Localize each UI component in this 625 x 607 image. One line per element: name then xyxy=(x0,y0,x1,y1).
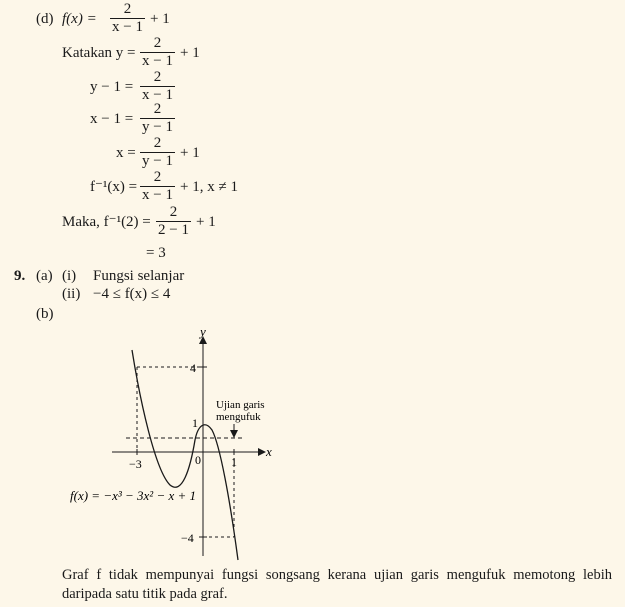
numerator: 2 xyxy=(123,1,132,17)
part-a-label: (a) xyxy=(36,268,53,284)
answer: = 3 xyxy=(146,245,166,261)
annotation-line-1: Ujian garis xyxy=(216,399,265,411)
cubic-curve xyxy=(132,350,238,560)
part-b-label: (b) xyxy=(36,306,54,322)
step2-lhs: y − 1 = xyxy=(90,79,134,95)
x-axis-label: x xyxy=(266,444,272,459)
tick-label-neg4: −4 xyxy=(181,531,194,545)
step4-lhs: x = xyxy=(116,145,136,161)
tick-label-4: 4 xyxy=(190,361,196,375)
question-number: 9. xyxy=(14,268,26,284)
part-i-label: (i) xyxy=(62,268,77,284)
part-d-label: (d) xyxy=(36,11,54,27)
function-label: f(x) = −x³ − 3x² − x + 1 xyxy=(70,488,197,503)
fraction-d-6: 2 x − 1 xyxy=(142,169,173,203)
tick-label-1: 1 xyxy=(192,416,198,430)
plus-one: + 1 xyxy=(196,214,216,230)
fraction-d-1 xyxy=(110,2,145,35)
katakan-lhs: Katakan y = xyxy=(62,45,136,61)
annotation-line-2: mengufuk xyxy=(216,411,261,423)
fraction-d-2: 2 x − 1 xyxy=(142,35,173,69)
step3-lhs: x − 1 = xyxy=(90,111,134,127)
plus-one: + 1 xyxy=(150,11,170,27)
finv-lhs: f⁻¹(x) = xyxy=(90,179,138,195)
origin-label: 0 xyxy=(195,453,201,467)
fraction-d-5: 2 y − 1 xyxy=(142,135,173,169)
maka-lhs: Maka, f⁻¹(2) = xyxy=(62,214,151,230)
plus-one: + 1 xyxy=(180,145,200,161)
denominator: x − 1 xyxy=(112,19,143,35)
finv-condition: + 1, x ≠ 1 xyxy=(180,179,238,195)
fraction-d-7: 2 2 − 1 xyxy=(158,204,189,238)
part-ii-text: −4 ≤ f(x) ≤ 4 xyxy=(93,286,171,302)
part-i-text: Fungsi selanjar xyxy=(93,268,185,284)
part-ii-label: (ii) xyxy=(62,286,81,302)
y-axis-label: y xyxy=(200,324,206,339)
fx-lhs: f(x) = xyxy=(62,11,97,27)
fraction-d-3: 2 x − 1 xyxy=(142,69,173,103)
plus-one: + 1 xyxy=(180,45,200,61)
tick-label-neg3: −3 xyxy=(129,457,142,471)
conclusion-paragraph: Graf f tidak mempunyai fungsi songsang kerana ujian garis mengufuk memotong lebih daripada satu titik pada graf. xyxy=(62,567,612,602)
tick-label-x1: 1 xyxy=(231,455,237,469)
fraction-d-4: 2 y − 1 xyxy=(142,101,173,135)
